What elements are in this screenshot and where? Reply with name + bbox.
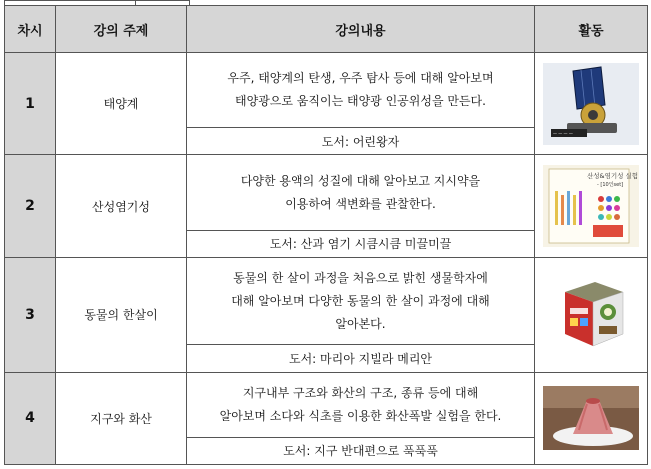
- header-activity: 활동: [535, 6, 648, 53]
- content-line: 이용하여 색변화를 관찰한다.: [285, 196, 436, 211]
- kit-caption: 산성&염기성 실험: [587, 172, 639, 181]
- session-number: 1: [5, 53, 56, 155]
- recommended-book: 도서: 지구 반대편으로 푹푹푹: [187, 437, 535, 464]
- kit-subcaption: - [10인set]: [597, 182, 624, 189]
- table-row: [5, 53, 648, 128]
- lecture-topic: 동물의 한살이: [56, 257, 187, 372]
- activity-photo-acid-base: [535, 155, 648, 257]
- session-number: 2: [5, 155, 56, 257]
- recommended-book: 도서: 산과 염기 시큼시큼 미끌미끌: [187, 230, 535, 257]
- svg-text:— — — —: — — — —: [553, 130, 573, 136]
- table-row: [5, 257, 648, 344]
- table-row: [5, 155, 648, 230]
- header-content: 강의내용: [187, 6, 535, 53]
- recommended-book: 도서: 어린왕자: [187, 128, 535, 155]
- content-line: 우주, 태양계의 탄생, 우주 탐사 등에 대해 알아보며: [227, 71, 494, 86]
- lecture-content: [187, 155, 535, 230]
- content-line: 지구내부 구조와 화산의 구조, 종류 등에 대해: [242, 385, 479, 400]
- acid-base-kit-icon: [543, 165, 639, 247]
- lecture-topic: 태양계: [56, 53, 187, 155]
- activity-photo-volcano: [535, 372, 648, 464]
- activity-photo-solar-satellite: [535, 53, 648, 155]
- solar-satellite-icon: [543, 63, 639, 145]
- session-number: 3: [5, 257, 56, 372]
- content-line: 다양한 용액의 성질에 대해 알아보고 지시약을: [240, 173, 481, 188]
- lecture-content: [187, 257, 535, 344]
- lecture-topic: 지구와 화산: [56, 372, 187, 464]
- header-row: [5, 6, 648, 53]
- recommended-book: 도서: 마리아 지빌라 메리안: [187, 345, 535, 372]
- lecture-content: [187, 372, 535, 437]
- header-session: 차시: [5, 6, 56, 53]
- lecture-content: [187, 53, 535, 128]
- lecture-schedule-table: [4, 5, 648, 465]
- session-number: 4: [5, 372, 56, 464]
- header-topic: 강의 주제: [56, 6, 187, 53]
- content-line: 동물의 한 살이 과정을 처음으로 밝힌 생물학자에: [233, 270, 488, 285]
- lecture-topic: 산성염기성: [56, 155, 187, 257]
- content-line: 알아보며 소다와 식초를 이용한 화산폭발 실험을 한다.: [219, 408, 502, 423]
- volcano-model-icon: [543, 386, 639, 450]
- content-line: 알아본다.: [335, 316, 386, 331]
- activity-photo-animal-lifecycle: [535, 257, 648, 372]
- content-line: 대해 알아보며 다양한 동물의 한 살이 과정에 대해: [231, 293, 490, 308]
- content-line: 태양광으로 움직이는 태양광 인공위성을 만든다.: [235, 94, 486, 109]
- table-row: [5, 372, 648, 437]
- animal-lifecycle-box-icon: [543, 272, 639, 358]
